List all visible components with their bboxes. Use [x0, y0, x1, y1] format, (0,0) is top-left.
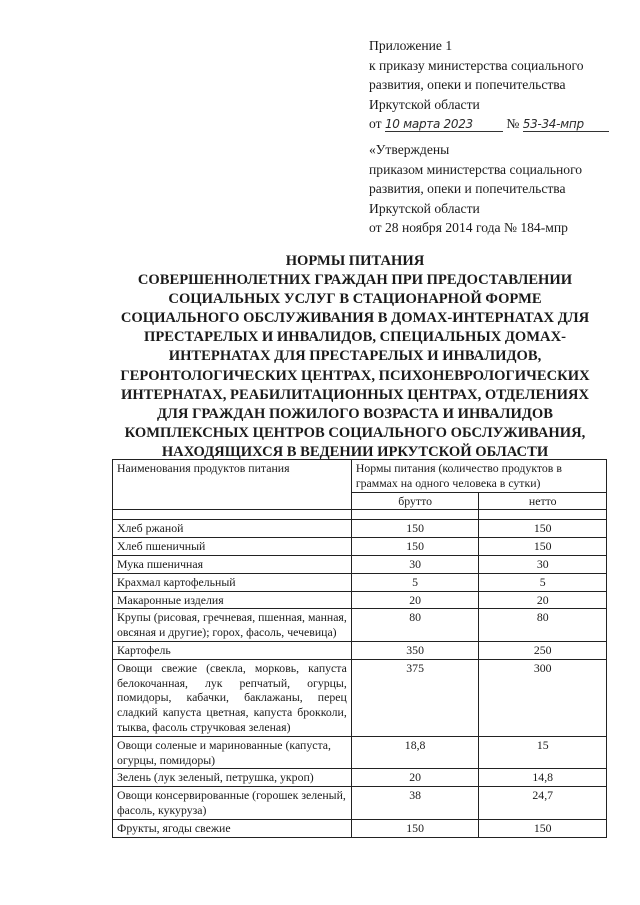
title-line: ИНТЕРНАТАХ ДЛЯ ПРЕСТАРЕЛЫХ И ИНВАЛИДОВ,: [168, 348, 542, 365]
approved-line-5: от 28 ноября 2014 года № 184-мпр: [369, 220, 568, 235]
net-value: 14,8: [479, 769, 607, 787]
header-gross: брутто: [351, 492, 479, 510]
approved-header: [369, 140, 631, 238]
title-line: СОЦИАЛЬНОГО ОБСЛУЖИВАНИЯ В ДОМАХ-ИНТЕРНАТАХ ДЛЯ: [120, 310, 590, 327]
gross-value: 18,8: [351, 736, 479, 769]
appendix-line-4: Иркутской области: [369, 96, 480, 112]
appendix-date-line: [369, 114, 631, 134]
product-name: Овощи свежие (свекла, морковь, капуста белокочанная, лук репчатый, огурцы, помидоры, кабачки, баклажаны, перец сладкий капуста цветная, капуста брокколи, тыква, фасоль стручковая зеленая): [113, 659, 352, 736]
table-row: [113, 520, 607, 538]
appendix-header: [369, 36, 631, 134]
net-value: 150: [479, 819, 607, 837]
net-value: 15: [479, 736, 607, 769]
from-label: от: [369, 116, 382, 131]
header-norms: Нормы питания (количество продуктов в граммах на одного человека в сутки): [351, 460, 606, 493]
appendix-line-2: к приказу министерства социального: [369, 57, 584, 73]
net-value: 20: [479, 591, 607, 609]
gross-value: 38: [351, 787, 479, 820]
product-name: Хлеб ржаной: [113, 520, 352, 538]
handwritten-number: 53-34-мпр: [523, 117, 609, 132]
title-line: КОМПЛЕКСНЫХ ЦЕНТРОВ СОЦИАЛЬНОГО ОБСЛУЖИВАНИЯ,: [124, 424, 586, 441]
number-label: №: [506, 116, 520, 131]
title-line: ДЛЯ ГРАЖДАН ПОЖИЛОГО ВОЗРАСТА И ИНВАЛИДОВ: [156, 405, 554, 422]
product-name: Овощи консервированные (горошек зеленый, фасоль, кукуруза): [113, 787, 352, 820]
gross-value: 20: [351, 769, 479, 787]
product-name: Картофель: [113, 641, 352, 659]
title-line: СОВЕРШЕННОЛЕТНИХ ГРАЖДАН ПРИ ПРЕДОСТАВЛЕНИИ: [137, 272, 573, 289]
net-value: 300: [479, 659, 607, 736]
product-name: Макаронные изделия: [113, 591, 352, 609]
title-line: ГЕРОНТОЛОГИЧЕСКИХ ЦЕНТРАХ, ПСИХОНЕВРОЛОГИЧЕСКИХ: [120, 367, 590, 384]
gross-value: 80: [351, 609, 479, 642]
gross-value: 20: [351, 591, 479, 609]
gross-value: 150: [351, 819, 479, 837]
net-value: 150: [479, 520, 607, 538]
table-header-row: [113, 460, 607, 493]
table-row: [113, 769, 607, 787]
title-line: ПРЕСТАРЕЛЫХ И ИНВАЛИДОВ, СПЕЦИАЛЬНЫХ ДОМАХ-: [144, 329, 566, 346]
table-row: [113, 555, 607, 573]
net-value: 250: [479, 641, 607, 659]
product-name: Крахмал картофельный: [113, 573, 352, 591]
appendix-line-1: Приложение 1: [369, 38, 453, 53]
title-line: НОРМЫ ПИТАНИЯ: [285, 253, 425, 269]
net-value: 80: [479, 609, 607, 642]
table-row: [113, 819, 607, 837]
table-row: [113, 787, 607, 820]
appendix-line-3: развития, опеки и попечительства: [369, 77, 566, 92]
table-row: [113, 573, 607, 591]
gross-value: 375: [351, 659, 479, 736]
table-row: [113, 538, 607, 556]
product-name: Крупы (рисовая, гречневая, пшенная, манная, овсяная и другие); горох, фасоль, чечевица): [113, 609, 352, 642]
title-line: НАХОДЯЩИХСЯ В ВЕДЕНИИ ИРКУТСКОЙ ОБЛАСТИ: [161, 443, 549, 460]
header-product: Наименования продуктов питания: [113, 460, 352, 510]
gross-value: 150: [351, 538, 479, 556]
net-value: 24,7: [479, 787, 607, 820]
table-row: [113, 591, 607, 609]
net-value: 5: [479, 573, 607, 591]
approved-line-4: Иркутской области: [369, 200, 480, 216]
gross-value: 350: [351, 641, 479, 659]
net-value: 150: [479, 538, 607, 556]
product-name: Хлеб пшеничный: [113, 538, 352, 556]
spacer-row: [113, 510, 607, 520]
approved-line-2: приказом министерства социального: [369, 161, 583, 177]
header-net: нетто: [479, 492, 607, 510]
document-title: [95, 252, 615, 462]
product-name: Овощи соленые и маринованные (капуста, огурцы, помидоры): [113, 736, 352, 769]
table-row: [113, 609, 607, 642]
gross-value: 150: [351, 520, 479, 538]
table-row: [113, 659, 607, 736]
title-line: ИНТЕРНАТАХ, РЕАБИЛИТАЦИОННЫХ ЦЕНТРАХ, ОТДЕЛЕНИЯХ: [120, 386, 590, 403]
product-name: Фрукты, ягоды свежие: [113, 819, 352, 837]
product-name: Зелень (лук зеленый, петрушка, укроп): [113, 769, 352, 787]
approved-line-1: «Утверждены: [369, 142, 450, 157]
product-name: Мука пшеничная: [113, 555, 352, 573]
handwritten-date: 10 марта 2023: [385, 117, 503, 132]
gross-value: 30: [351, 555, 479, 573]
approved-line-3: развития, опеки и попечительства: [369, 181, 566, 196]
net-value: 30: [479, 555, 607, 573]
nutrition-norms-table: [112, 459, 607, 838]
gross-value: 5: [351, 573, 479, 591]
table-row: [113, 736, 607, 769]
table-row: [113, 641, 607, 659]
title-line: СОЦИАЛЬНЫХ УСЛУГ В СТАЦИОНАРНОЙ ФОРМЕ: [168, 291, 542, 308]
